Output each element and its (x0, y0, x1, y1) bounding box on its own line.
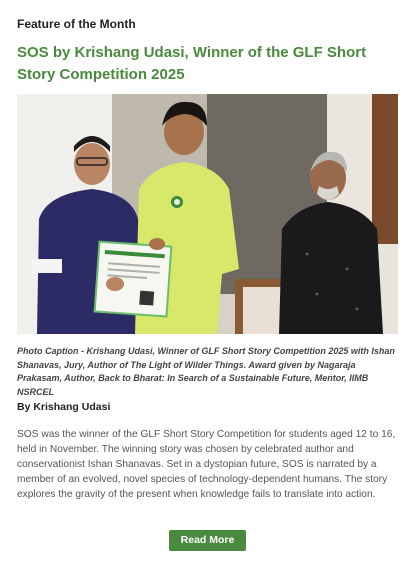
article-byline: By Krishang Udasi (17, 401, 111, 413)
section-label: Feature of the Month (17, 17, 136, 31)
photo-caption: Photo Caption - Krishang Udasi, Winner of GLF Short Story Competition 2025 with Ishan Shanavas, Jury, Author of The Light of Wilder Things. Award given by Nagaraja Prakasam, Author, Back to Bharat: In Search of a Sustainable Future, Mentor, IIMB NSRCEL (17, 346, 395, 397)
article-headline[interactable]: SOS by Krishang Udasi, Winner of the GLF Short Story Competition 2025 (17, 44, 367, 83)
award-photo (17, 94, 398, 334)
read-more-button[interactable]: Read More (169, 530, 246, 551)
award-ceremony-photo-icon (17, 94, 398, 334)
article-summary: SOS was the winner of the GLF Short Story Competition for students aged 12 to 16, held in November. The winning story was chosen by celebrated author and conservationist Ishan Shanavas. Set in a dystopian future, SOS is narrated by a member of an evolved, novel species of technology-dependent humans. The story explores the gravity of the present when knowledge fails to translate into action. (17, 429, 396, 500)
